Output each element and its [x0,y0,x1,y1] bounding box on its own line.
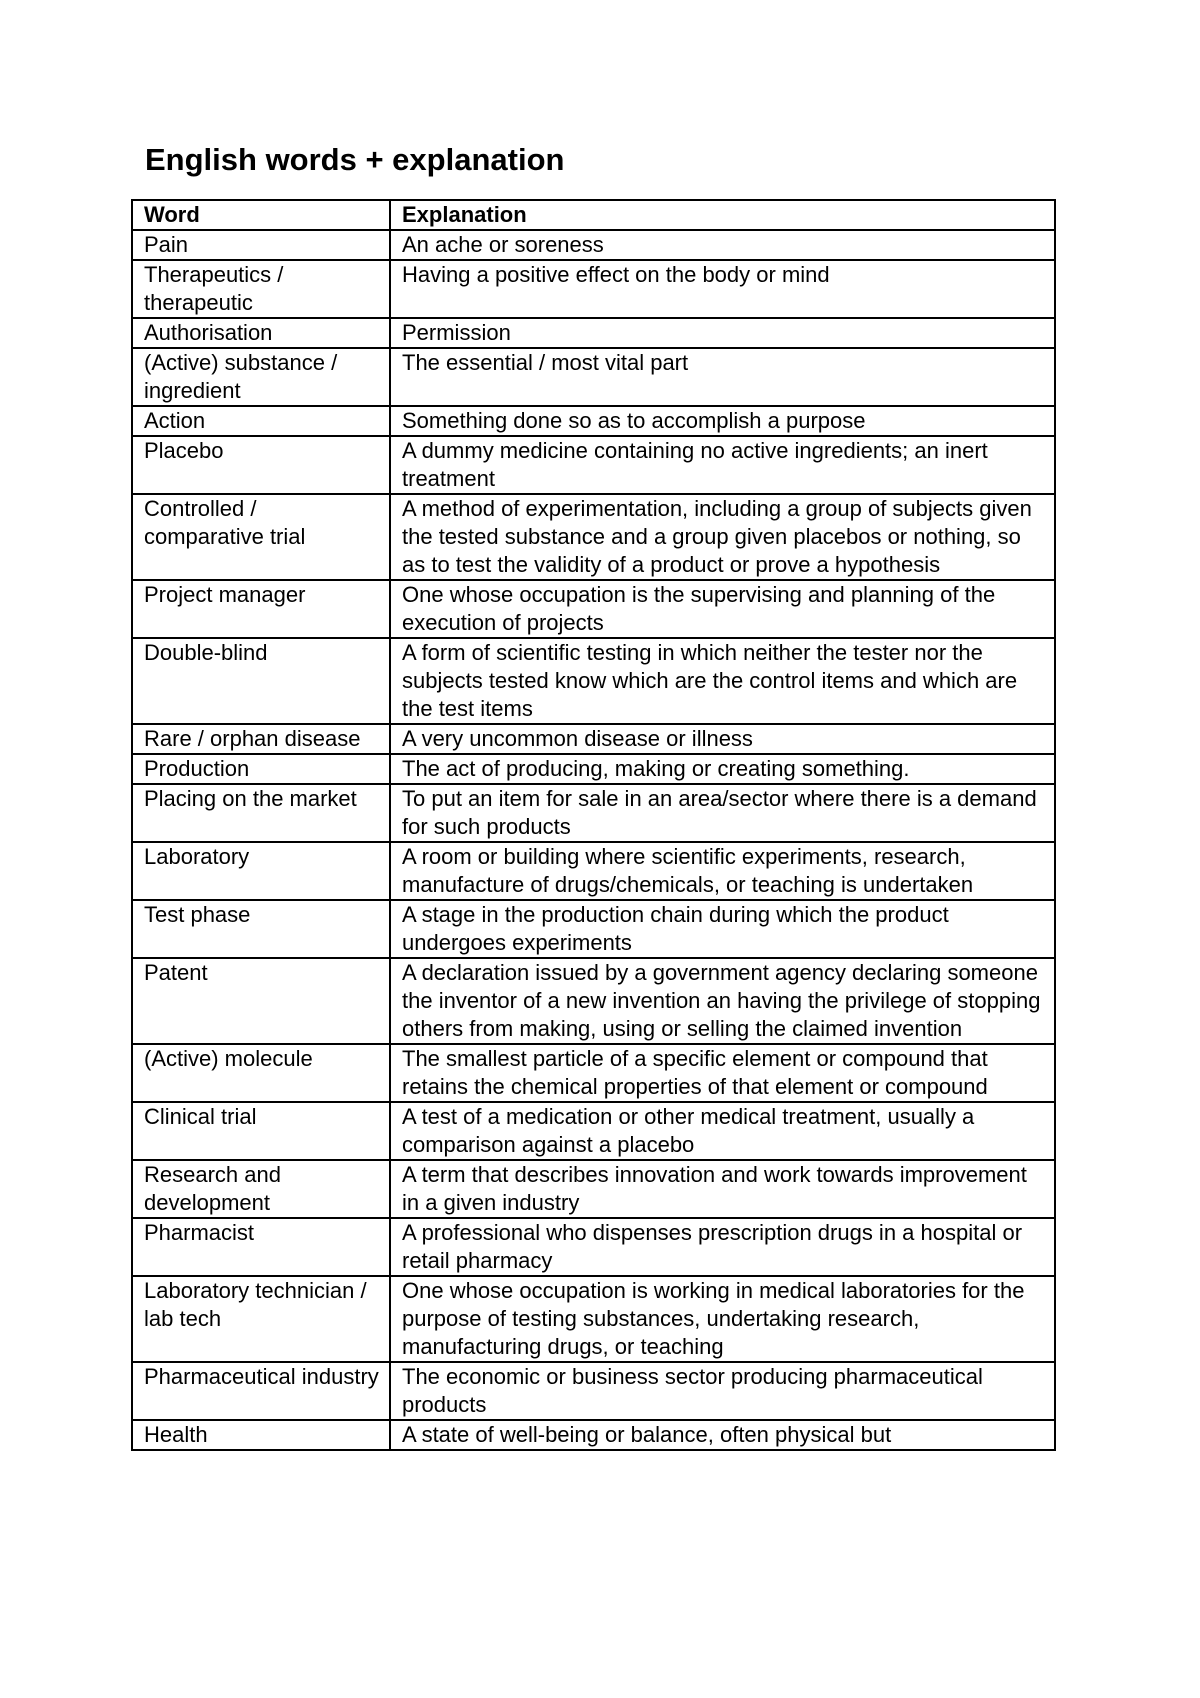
table-row [132,842,1055,900]
word-cell: Project manager [132,580,390,638]
word-cell: Health [132,1420,390,1450]
word-cell: (Active) molecule [132,1044,390,1102]
table-header-row [132,200,1055,230]
explanation-cell: A very uncommon disease or illness [390,724,1055,754]
table-row [132,260,1055,318]
table-row [132,1102,1055,1160]
word-cell: Therapeutics / therapeutic [132,260,390,318]
explanation-cell: A term that describes innovation and work towards improvement in a given industry [390,1160,1055,1218]
explanation-cell: An ache or soreness [390,230,1055,260]
word-cell: Test phase [132,900,390,958]
column-header-explanation: Explanation [390,200,1055,230]
word-cell: Rare / orphan disease [132,724,390,754]
column-header-word: Word [132,200,390,230]
explanation-cell: To put an item for sale in an area/sector where there is a demand for such products [390,784,1055,842]
table-row [132,436,1055,494]
table-row [132,580,1055,638]
table-row [132,348,1055,406]
word-cell: Patent [132,958,390,1044]
table-row [132,494,1055,580]
table-row [132,1276,1055,1362]
word-cell: Production [132,754,390,784]
explanation-cell: A professional who dispenses prescription drugs in a hospital or retail pharmacy [390,1218,1055,1276]
table-row [132,1362,1055,1420]
table-row [132,638,1055,724]
explanation-cell: A room or building where scientific experiments, research, manufacture of drugs/chemicals, or teaching is undertaken [390,842,1055,900]
table-row [132,1160,1055,1218]
word-cell: Research and development [132,1160,390,1218]
explanation-cell: Something done so as to accomplish a purpose [390,406,1055,436]
table-row [132,724,1055,754]
page-title: English words + explanation [145,142,565,177]
explanation-cell: A dummy medicine containing no active ingredients; an inert treatment [390,436,1055,494]
word-cell: Controlled / comparative trial [132,494,390,580]
table-row [132,318,1055,348]
table-row [132,1044,1055,1102]
word-cell: Clinical trial [132,1102,390,1160]
table-row [132,406,1055,436]
table-row [132,1420,1055,1450]
explanation-cell: A method of experimentation, including a group of subjects given the tested substance and a group given placebos or nothing, so as to test the validity of a product or prove a hypothesis [390,494,1055,580]
explanation-cell: One whose occupation is the supervising and planning of the execution of projects [390,580,1055,638]
explanation-cell: The economic or business sector producing pharmaceutical products [390,1362,1055,1420]
word-cell: Laboratory [132,842,390,900]
explanation-cell: A state of well-being or balance, often physical but [390,1420,1055,1450]
glossary-table [131,199,1056,1451]
explanation-cell: A form of scientific testing in which neither the tester nor the subjects tested know which are the control items and which are the test items [390,638,1055,724]
explanation-cell: One whose occupation is working in medical laboratories for the purpose of testing substances, undertaking research, manufacturing drugs, or teaching [390,1276,1055,1362]
explanation-cell: The essential / most vital part [390,348,1055,406]
table-row [132,230,1055,260]
word-cell: (Active) substance / ingredient [132,348,390,406]
explanation-cell: A stage in the production chain during which the product undergoes experiments [390,900,1055,958]
word-cell: Laboratory technician / lab tech [132,1276,390,1362]
word-cell: Double-blind [132,638,390,724]
table-row [132,754,1055,784]
word-cell: Placebo [132,436,390,494]
explanation-cell: The smallest particle of a specific element or compound that retains the chemical properties of that element or compound [390,1044,1055,1102]
explanation-cell: A test of a medication or other medical treatment, usually a comparison against a placebo [390,1102,1055,1160]
word-cell: Authorisation [132,318,390,348]
explanation-cell: A declaration issued by a government agency declaring someone the inventor of a new invention an having the privilege of stopping others from making, using or selling the claimed invention [390,958,1055,1044]
explanation-cell: Permission [390,318,1055,348]
word-cell: Placing on the market [132,784,390,842]
word-cell: Action [132,406,390,436]
glossary-rows [132,230,1055,1450]
table-row [132,1218,1055,1276]
explanation-cell: Having a positive effect on the body or mind [390,260,1055,318]
word-cell: Pharmacist [132,1218,390,1276]
word-cell: Pharmaceutical industry [132,1362,390,1420]
table-row [132,900,1055,958]
explanation-cell: The act of producing, making or creating something. [390,754,1055,784]
table-row [132,784,1055,842]
table-row [132,958,1055,1044]
word-cell: Pain [132,230,390,260]
